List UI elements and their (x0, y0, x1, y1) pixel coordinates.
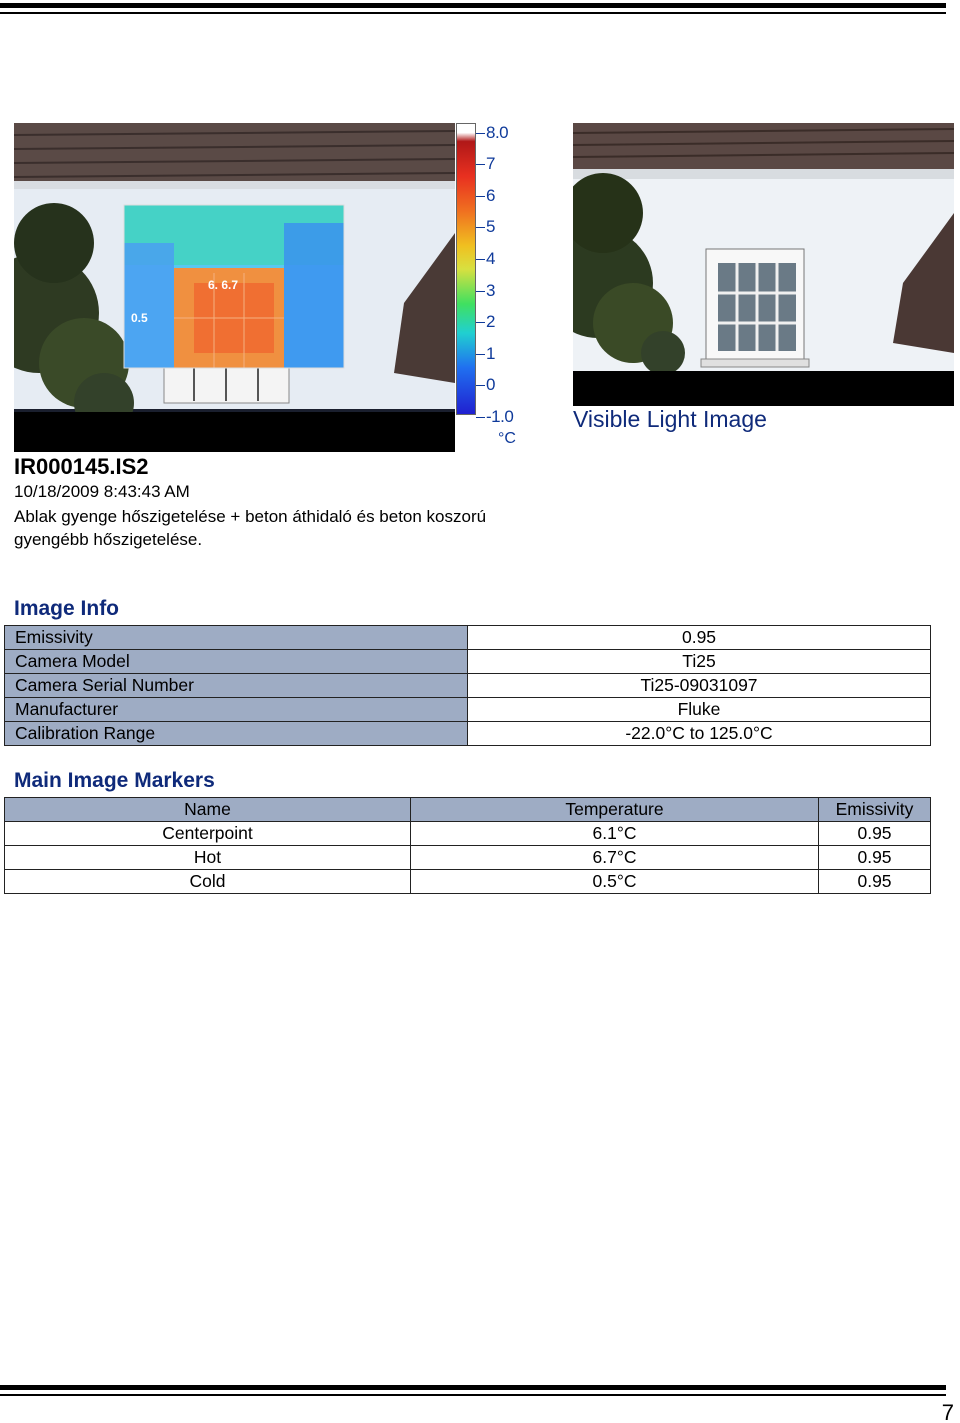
marker-temperature: 6.1°C (411, 822, 819, 846)
marker-emissivity: 0.95 (819, 846, 931, 870)
image-info-table (4, 625, 931, 746)
bottom-rule-thin (0, 1394, 946, 1396)
info-value: Ti25 (468, 650, 931, 674)
marker-temperature: 0.5°C (411, 870, 819, 894)
info-value: Fluke (468, 698, 931, 722)
info-value: Ti25-09031097 (468, 674, 931, 698)
scale-tick: 0 (486, 375, 495, 394)
capture-date: 10/18/2009 8:43:43 AM (14, 482, 190, 501)
table-row (5, 626, 931, 650)
page-number: 7 (941, 1400, 954, 1423)
marker-emissivity: 0.95 (819, 870, 931, 894)
column-header-temperature: Temperature (411, 798, 819, 822)
info-value: 0.95 (468, 626, 931, 650)
marker-name: Centerpoint (5, 822, 411, 846)
info-label: Manufacturer (5, 698, 468, 722)
visible-light-image (573, 123, 954, 406)
top-rule-thick (0, 3, 946, 8)
column-header-emissivity: Emissivity (819, 798, 931, 822)
hot-marker-label: 6. 6.7 (208, 278, 239, 292)
scale-tick: 5 (486, 217, 495, 236)
image-description: Ablak gyenge hőszigetelése + beton áthidaló és beton koszorú gyengébb hőszigetelése. (14, 507, 487, 549)
table-row (5, 698, 931, 722)
marker-name: Cold (5, 870, 411, 894)
scale-tick: 4 (486, 249, 495, 268)
table-row (5, 822, 931, 846)
file-name: IR000145.IS2 (14, 454, 149, 479)
marker-temperature: 6.7°C (411, 846, 819, 870)
temperature-scale-ticks (476, 123, 546, 453)
image-info-heading: Image Info (14, 597, 120, 620)
temperature-scale-bar (456, 123, 476, 415)
visible-image-caption: Visible Light Image (573, 406, 767, 432)
scale-unit-label: °C (498, 430, 516, 447)
scale-tick: 1 (486, 344, 495, 363)
table-row (5, 722, 931, 746)
cold-marker-label: 0.5 (131, 311, 148, 325)
marker-name: Hot (5, 846, 411, 870)
scale-tick: -1.0 (486, 407, 514, 426)
table-row (5, 870, 931, 894)
bottom-rule-thick (0, 1385, 946, 1390)
info-label: Calibration Range (5, 722, 468, 746)
scale-tick: 3 (486, 281, 495, 300)
info-label: Emissivity (5, 626, 468, 650)
scale-tick: 2 (486, 312, 495, 331)
info-label: Camera Model (5, 650, 468, 674)
info-value: -22.0°C to 125.0°C (468, 722, 931, 746)
table-header-row (5, 798, 931, 822)
table-row (5, 674, 931, 698)
scale-tick: 6 (486, 186, 495, 205)
scale-tick: 8.0 (486, 123, 509, 142)
top-rule-thin (0, 12, 946, 14)
table-row (5, 650, 931, 674)
table-row (5, 846, 931, 870)
column-header-name: Name (5, 798, 411, 822)
markers-heading: Main Image Markers (14, 769, 215, 792)
marker-emissivity: 0.95 (819, 822, 931, 846)
markers-table (4, 797, 931, 894)
info-label: Camera Serial Number (5, 674, 468, 698)
scale-tick: 7 (486, 154, 495, 173)
